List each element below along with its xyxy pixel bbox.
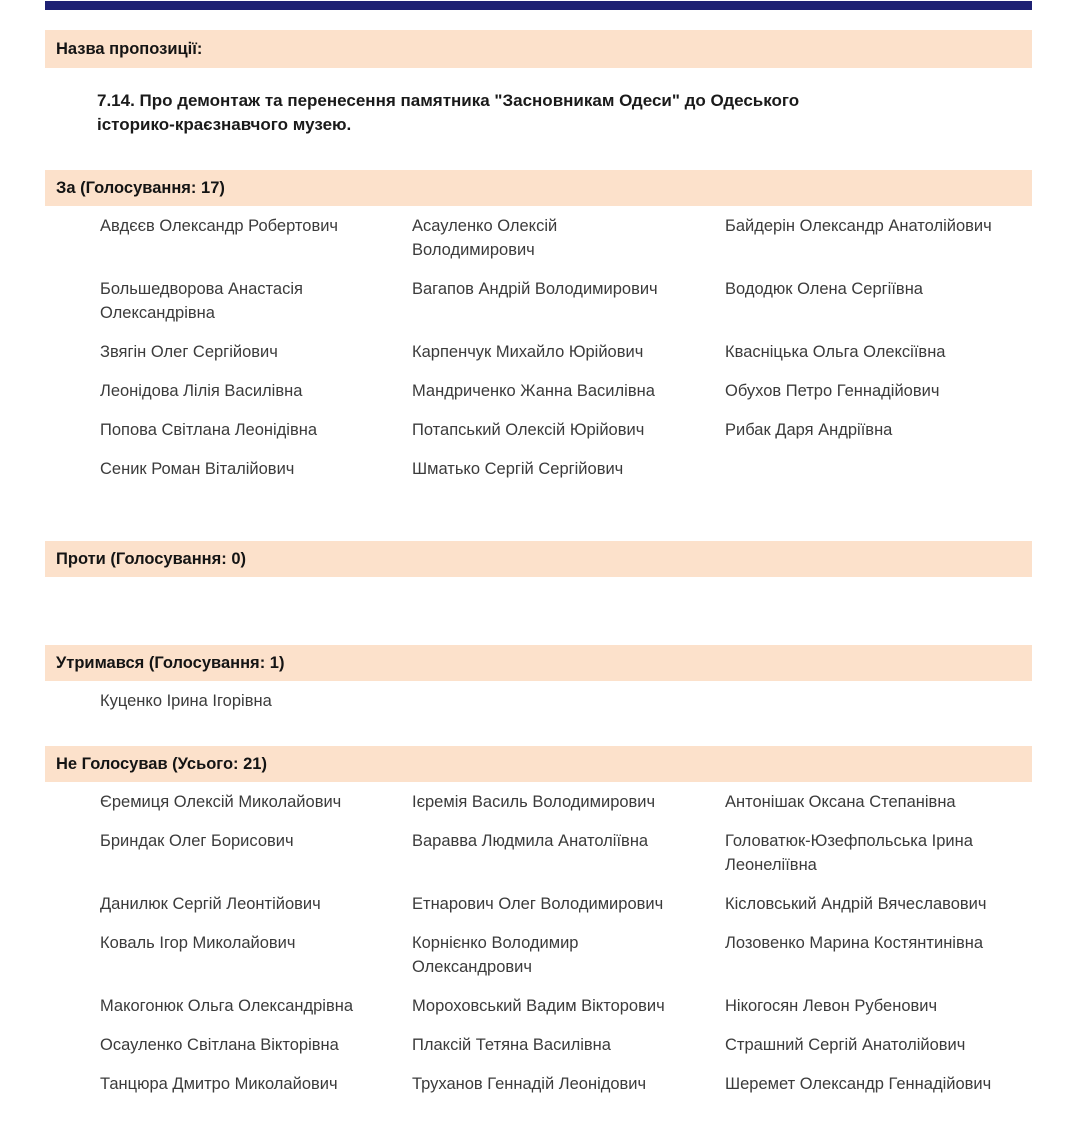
section-header-proty bbox=[45, 541, 1032, 577]
voter-name: Мандриченко Жанна Василівна bbox=[412, 382, 655, 400]
voter-name: Макогонюк Ольга Олександрівна bbox=[100, 997, 354, 1015]
names-grid-utrymavsia bbox=[45, 689, 1032, 713]
top-divider-bar bbox=[45, 1, 1032, 10]
voter-name: Мороховський Вадим Вікторович bbox=[412, 997, 665, 1015]
voter-name: Байдерін Олександр Анатолійович bbox=[725, 217, 992, 235]
voter-name: Бриндак Олег Борисович bbox=[100, 832, 294, 850]
voter-name: Шеремет Олександр Геннадійович bbox=[725, 1075, 992, 1093]
voter-name: Головатюк-Юзефпольська Ірина Леонеліївна bbox=[725, 832, 973, 874]
voter-name: Вагапов Андрій Володимирович bbox=[412, 280, 658, 298]
voter-name: Нікогосян Левон Рубенович bbox=[725, 997, 938, 1015]
voter-name: Леонідова Лілія Василівна bbox=[100, 382, 303, 400]
proposal-header-label: Назва пропозиції: bbox=[56, 39, 203, 58]
proposal-text: 7.14. Про демонтаж та перенесення памятника "Засновникам Одеси" до Одеського історико-краєзнавчого музею. bbox=[97, 91, 800, 134]
names-grid-ne-holosuvav bbox=[45, 790, 1032, 1096]
voter-name: Данилюк Сергій Леонтійович bbox=[100, 895, 321, 913]
voter-name: Вододюк Олена Сергіївна bbox=[725, 280, 923, 298]
section-title-utrymavsia: Утримався (Голосування: 1) bbox=[56, 653, 285, 672]
voter-name: Куценко Ірина Ігорівна bbox=[100, 692, 272, 710]
voter-name: Шматько Сергій Сергійович bbox=[412, 460, 624, 478]
voter-name: Танцюра Дмитро Миколайович bbox=[100, 1075, 338, 1093]
names-grid-za bbox=[45, 214, 1032, 481]
section-title-proty: Проти (Голосування: 0) bbox=[56, 549, 246, 568]
voter-name: Авдєєв Олександр Робертович bbox=[100, 217, 339, 235]
voter-name: Квасніцька Ольга Олексіївна bbox=[725, 343, 946, 361]
voter-name: Плаксій Тетяна Василівна bbox=[412, 1036, 611, 1054]
voter-name: Варавва Людмила Анатоліївна bbox=[412, 832, 649, 850]
voter-name: Попова Світлана Леонідівна bbox=[100, 421, 318, 439]
voter-name: Ієремія Василь Володимирович bbox=[412, 793, 656, 811]
voter-name: Потапський Олексій Юрійович bbox=[412, 421, 645, 439]
voter-name: Рибак Даря Андріївна bbox=[725, 421, 893, 439]
voter-name: Коваль Ігор Миколайович bbox=[100, 934, 296, 952]
voter-name: Осауленко Світлана Вікторівна bbox=[100, 1036, 339, 1054]
voter-name: Обухов Петро Геннадійович bbox=[725, 382, 940, 400]
voter-name: Большедворова Анастасія Олександрівна bbox=[100, 280, 303, 322]
section-header-za bbox=[45, 170, 1032, 206]
voter-name: Труханов Геннадій Леонідович bbox=[412, 1075, 647, 1093]
voter-name: Сеник Роман Віталійович bbox=[100, 460, 295, 478]
section-title-za: За (Голосування: 17) bbox=[56, 178, 225, 197]
voter-name: Карпенчук Михайло Юрійович bbox=[412, 343, 644, 361]
proposal-header-band bbox=[45, 30, 1032, 68]
voter-name: Етнарович Олег Володимирович bbox=[412, 895, 664, 913]
vote-report-page bbox=[0, 1, 1080, 1096]
voter-name: Антонішак Оксана Степанівна bbox=[725, 793, 956, 811]
voter-name: Корнієнко Володимир Олександрович bbox=[412, 934, 579, 976]
voter-name: Кісловський Андрій Вячеславович bbox=[725, 895, 987, 913]
voter-name: Звягін Олег Сергійович bbox=[100, 343, 278, 361]
section-header-ne-holosuvav bbox=[45, 746, 1032, 782]
section-title-ne-holosuvav: Не Голосував (Усього: 21) bbox=[56, 754, 267, 773]
voter-name: Страшний Сергій Анатолійович bbox=[725, 1036, 966, 1054]
section-header-utrymavsia bbox=[45, 645, 1032, 681]
voter-name: Єремиця Олексій Миколайович bbox=[100, 793, 342, 811]
voter-name: Асауленко Олексій Володимирович bbox=[412, 217, 558, 259]
voter-name: Лозовенко Марина Костянтинівна bbox=[725, 934, 984, 952]
